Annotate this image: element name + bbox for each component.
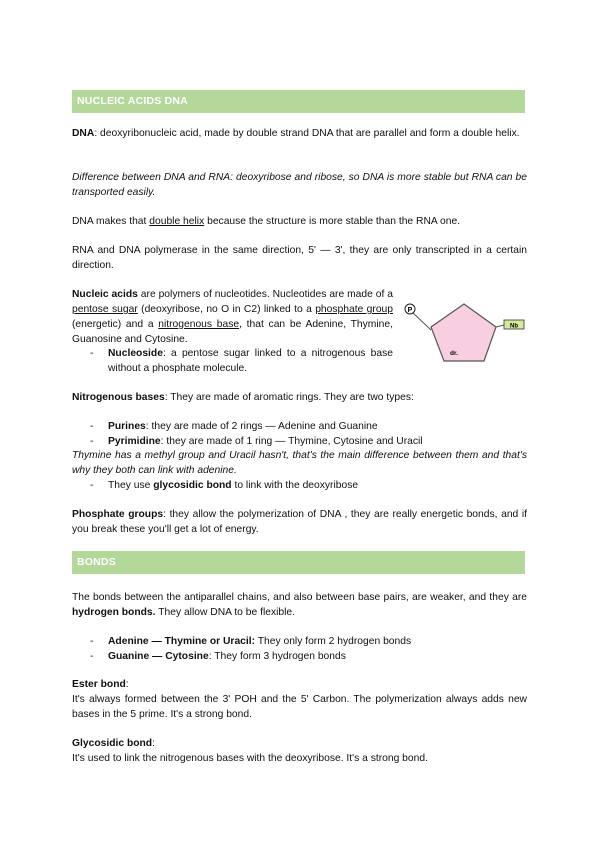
phosphate-link-line (412, 312, 431, 330)
glycosidic-bond-text: It's used to link the nitrogenous bases with the deoxyribose. It's a strong bond. (72, 753, 428, 764)
term-glycosidic-bond: glycosidic bond (153, 480, 232, 491)
difference-note: Difference between DNA and RNA: deoxyribose and ribose, so DNA is more stable but RNA can be transported easily. (72, 172, 527, 198)
term-pentose-sugar: pentose sugar (72, 304, 138, 315)
term-phosphate-group: phosphate group (315, 304, 394, 315)
section-title: BONDS (77, 556, 116, 568)
ester-bond-text: It's always formed between the 3' POH and the 5' Carbon. The polymerization always adds new bases in the 5 prime. It's a strong bond. (72, 694, 527, 720)
base-link-line (496, 325, 504, 327)
nitrogenous-bases-paragraph: Nitrogenous bases: They are made of aromatic rings. They are two types: (72, 392, 414, 403)
section-title: NUCLEIC ACIDS DNA (77, 95, 188, 107)
glycosidic-bond-heading: Glycosidic bond: (72, 738, 155, 749)
double-helix-paragraph: DNA makes that double helix because the structure is more stable than the RNA one. (72, 216, 461, 227)
section-header-nucleic-acids (72, 90, 525, 113)
bonds-intro-paragraph: The bonds between the antiparallel chains, and also between base pairs, are weaker, and they are hydrogen bonds. They allow DNA to be flexible. (72, 592, 527, 618)
double-helix-term: double helix (149, 216, 205, 227)
term-hydrogen-bonds: hydrogen bonds. (72, 607, 156, 618)
sugar-label: dr. (450, 350, 458, 357)
section-header-bonds (72, 551, 525, 574)
phosphate-label: P (407, 307, 413, 314)
nucleotide-diagram (400, 298, 530, 370)
term-nucleoside: Nucleoside (108, 348, 163, 359)
base-label: Nb (510, 323, 518, 330)
term-nitrogenous-bases: Nitrogenous bases (72, 392, 165, 403)
document-page: NUCLEIC ACIDS DNA DNA: deoxyribonucleic acid, made by double strand DNA that are parallel and form a double helix. Difference between DNA and RNA: deoxyribose and ribose, so DNA is more stable but RNA can be transported easily. DNA makes that double helix because the structure is more stable than the RNA one. RNA and DNA polymerase in the same direction, 5' — 3', they are only transcripted in a certain direction. Nucleic acids are polymers of nucleotides. Nucleotides are made of a pentose sugar (deoxyribose, no O in C2) linked to a phosphate group (energetic) and a nitrogenous base, that can be Adenine, Thymine, Guanosine and Cytosine. - Nucleoside: a pentose sugar linked to a nitrogenous base without a phosphate molecule. P Nb dr. Nitrogenous bases: They are made of aromatic rings. They are two types: - Purines: they are made of 2 rings — Adenine and Guanine - Pyrimidine: they are made of 1 ring — Thymine, Cytosine and Uracil Thymine has a methyl group and Uracil hasn't, that's the main difference between them and that's why they both can link with adenine. - They use glycosidic bond to link with the deoxyribose Phosphate groups: they allow the polymerization of DNA , they are really energetic bonds, and if you break these you'll get a lot of energy. BONDS The bonds between the antiparallel chains, and also between base pairs, are weaker, and they are hydrogen bonds. They allow DNA to be flexible. - Adenine — Thymine or Uracil: They only form 2 hydrogen bonds - Guanine — Cytosine: They form 3 hydrogen bonds Ester bond: It's always formed between the 3' POH and the 5' Carbon. The polymerization always adds new bases in the 5 prime. It's a strong bond. Glycosidic bond: It's used to link the nitrogenous bases with the deoxyribose. It's a strong bond. (0, 0, 600, 848)
term-nitrogenous-base: nitrogenous base (158, 319, 240, 330)
thymine-uracil-note: Thymine has a methyl group and Uracil hasn't, that's the main difference between them and that's why they both can link with adenine. (72, 450, 527, 476)
term-pyrimidine: Pyrimidine (108, 436, 161, 447)
term-purines: Purines (108, 421, 146, 432)
term-dna: DNA (72, 128, 95, 139)
phosphate-groups-paragraph: Phosphate groups: they allow the polymerization of DNA , they are really energetic bonds, and if you break these you'll get a lot of energy. (72, 509, 528, 535)
nucleic-acids-paragraph: Nucleic acids are polymers of nucleotides. Nucleotides are made of a pentose sugar (deoxyribose, no O in C2) linked to a phosphate group (energetic) and a nitrogenous base, that can be Adenine, Thymine, Guanosine and Cytosine. (72, 289, 394, 345)
term-nucleic-acids: Nucleic acids (72, 289, 138, 300)
pentose-sugar-shape (431, 304, 496, 361)
term-guanine-cytosine: Guanine — Cytosine (108, 651, 209, 662)
dna-definition: DNA: deoxyribonucleic acid, made by double strand DNA that are parallel and form a double helix. (72, 128, 520, 139)
polymerase-paragraph: RNA and DNA polymerase in the same direction, 5' — 3', they are only transcripted in a certain direction. (72, 245, 527, 271)
term-phosphate-groups: Phosphate groups (72, 509, 164, 520)
ester-bond-heading: Ester bond: (72, 679, 129, 690)
term-adenine-thymine: Adenine — Thymine or Uracil: (108, 636, 256, 647)
